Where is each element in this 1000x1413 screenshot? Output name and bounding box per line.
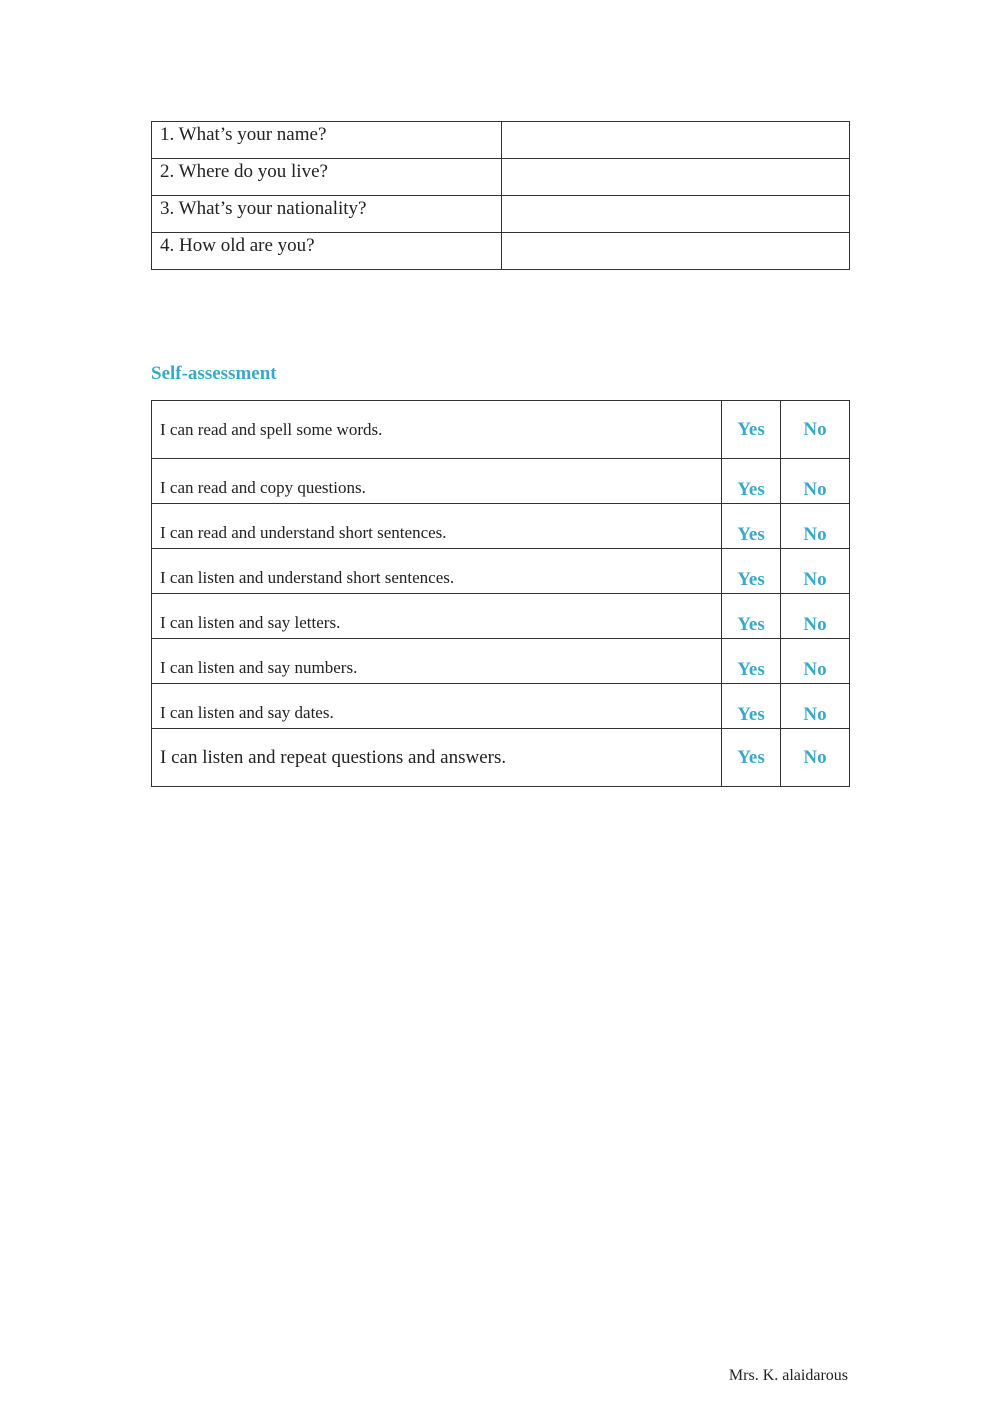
answer-cell (502, 233, 850, 270)
assessment-statement: I can listen and say letters. (152, 594, 722, 639)
assessment-statement: I can listen and understand short sentences. (152, 549, 722, 594)
question-row (152, 122, 850, 159)
answer-cell (502, 196, 850, 233)
answer-cell (502, 122, 850, 159)
no-option[interactable]: No (781, 729, 850, 787)
no-option[interactable]: No (781, 459, 850, 504)
question-row (152, 233, 850, 270)
assessment-row (152, 684, 850, 729)
no-option[interactable]: No (781, 401, 850, 459)
answer-age-input[interactable] (510, 233, 841, 267)
self-assessment-table (151, 400, 850, 787)
question-row (152, 196, 850, 233)
assessment-row (152, 594, 850, 639)
yes-option[interactable]: Yes (722, 684, 781, 729)
yes-option[interactable]: Yes (722, 729, 781, 787)
author-signature: Mrs. K. alaidarous (728, 1367, 848, 1384)
yes-option[interactable]: Yes (722, 549, 781, 594)
yes-option[interactable]: Yes (722, 504, 781, 549)
assessment-row (152, 401, 850, 459)
yes-option[interactable]: Yes (722, 639, 781, 684)
assessment-row (152, 504, 850, 549)
question-label: 1. What’s your name? (152, 122, 502, 159)
assessment-statement: I can read and copy questions. (152, 459, 722, 504)
assessment-statement: I can listen and repeat questions and answers. (152, 729, 722, 787)
assessment-statement: I can listen and say dates. (152, 684, 722, 729)
question-label: 2. Where do you live? (152, 159, 502, 196)
no-option[interactable]: No (781, 549, 850, 594)
assessment-row (152, 639, 850, 684)
answer-cell (502, 159, 850, 196)
assessment-row (152, 549, 850, 594)
answer-live-input[interactable] (510, 159, 841, 193)
answer-nationality-input[interactable] (510, 196, 841, 230)
assessment-row (152, 459, 850, 504)
self-assessment-title: Self-assessment (151, 363, 277, 384)
no-option[interactable]: No (781, 684, 850, 729)
question-row (152, 159, 850, 196)
yes-option[interactable]: Yes (722, 459, 781, 504)
question-label: 3. What’s your nationality? (152, 196, 502, 233)
question-label: 4. How old are you? (152, 233, 502, 270)
no-option[interactable]: No (781, 639, 850, 684)
yes-option[interactable]: Yes (722, 401, 781, 459)
assessment-row (152, 729, 850, 787)
questions-table (151, 121, 850, 270)
yes-option[interactable]: Yes (722, 594, 781, 639)
assessment-statement: I can read and spell some words. (152, 401, 722, 459)
no-option[interactable]: No (781, 504, 850, 549)
assessment-statement: I can read and understand short sentences. (152, 504, 722, 549)
no-option[interactable]: No (781, 594, 850, 639)
answer-name-input[interactable] (510, 122, 841, 156)
assessment-statement: I can listen and say numbers. (152, 639, 722, 684)
